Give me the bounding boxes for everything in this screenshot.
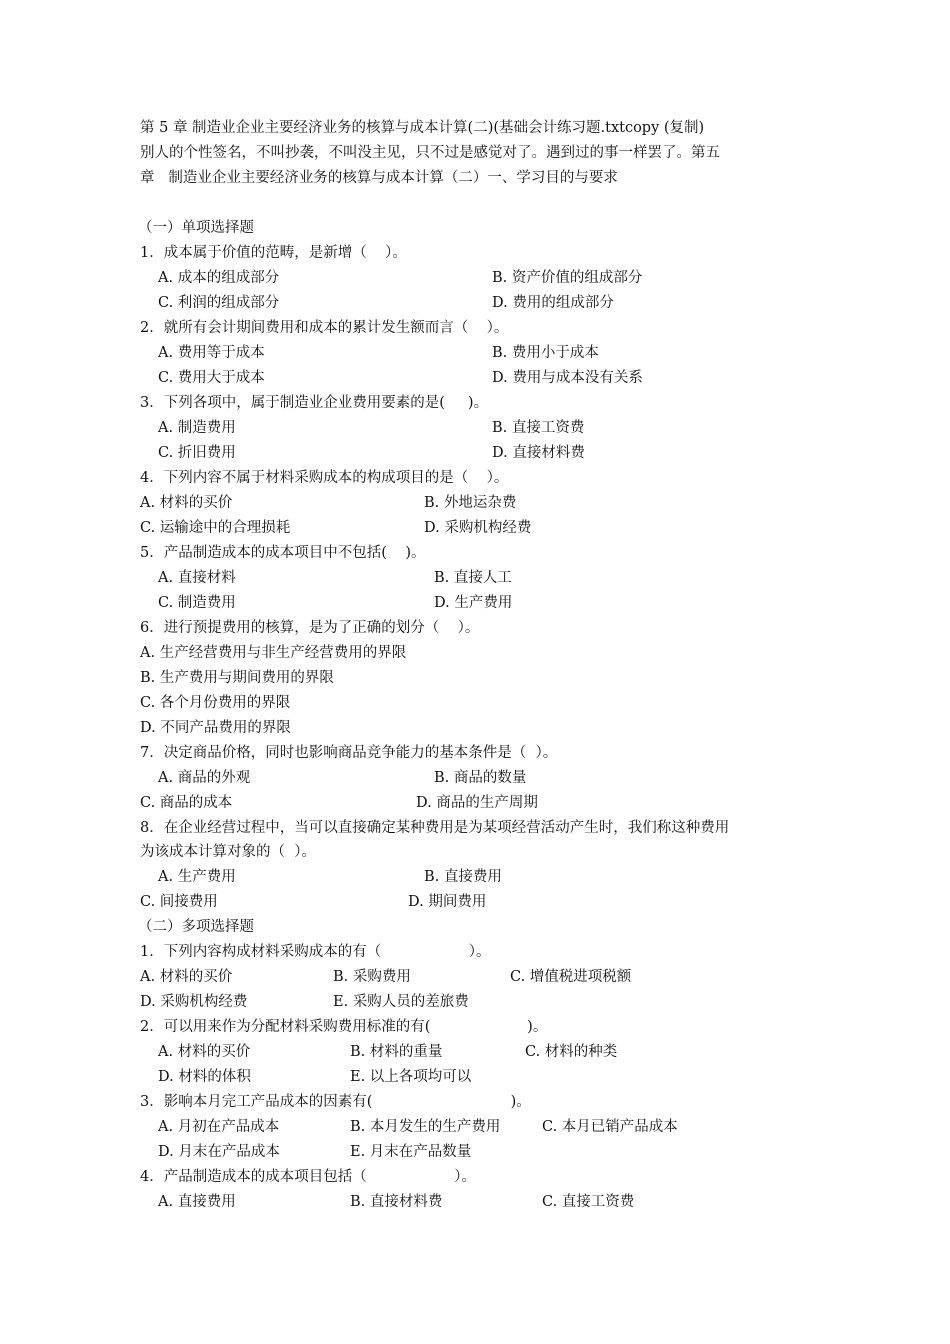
option-e: E. 采购人员的差旅费 (333, 994, 469, 1010)
question-stem: 8．在企业经营过程中，当可以直接确定某种费用是为某项经营活动产生时，我们称这种费用 (140, 820, 730, 836)
question-stem: 1．下列内容构成材料采购成本的有（ ）。 (140, 944, 491, 960)
option-a: A. 生产经营费用与非生产经营费用的界限 (140, 645, 407, 661)
option-d: D. 期间费用 (408, 894, 487, 910)
section-single-choice-title: （一）单项选择题 (138, 220, 254, 236)
option-a: A. 月初在产品成本 (158, 1119, 280, 1135)
option-c: C. 运输途中的合理损耗 (140, 520, 291, 536)
option-c: C. 制造费用 (158, 595, 236, 611)
question-stem: 2．可以用来作为分配材料采购费用标准的有( )。 (140, 1019, 548, 1035)
option-d: D. 商品的生产周期 (416, 795, 538, 811)
option-c: C. 各个月份费用的界限 (140, 695, 291, 711)
question-stem: 7．决定商品价格，同时也影响商品竞争能力的基本条件是（ ）。 (140, 745, 558, 761)
option-d: D. 直接材料费 (492, 445, 585, 461)
option-a: A. 费用等于成本 (158, 345, 265, 361)
option-a: A. 生产费用 (158, 869, 236, 885)
section-multiple-choice-title: （二）多项选择题 (138, 919, 254, 935)
option-b: B. 本月发生的生产费用 (350, 1119, 501, 1135)
question-stem: 5．产品制造成本的成本项目中不包括( )。 (140, 545, 426, 561)
option-a: A. 制造费用 (158, 420, 236, 436)
option-a: A. 商品的外观 (158, 770, 251, 786)
option-c: C. 商品的成本 (140, 795, 233, 811)
doc-title-line-3: 章 制造业企业主要经济业务的核算与成本计算（二）一、学习目的与要求 (140, 170, 618, 186)
option-b: B. 直接工资费 (492, 420, 585, 436)
option-d: D. 月末在产品成本 (158, 1144, 280, 1160)
option-b: B. 直接费用 (424, 869, 502, 885)
option-b: B. 费用小于成本 (492, 345, 599, 361)
question-stem: 3．影响本月完工产品成本的因素有( )。 (140, 1094, 531, 1110)
option-d: D. 费用与成本没有关系 (492, 370, 643, 386)
question-stem: 2．就所有会计期间费用和成本的累计发生额而言（ ）。 (140, 320, 509, 336)
option-b: B. 外地运杂费 (424, 495, 517, 511)
option-b: B. 直接材料费 (350, 1194, 443, 1210)
option-e: E. 以上各项均可以 (350, 1069, 472, 1085)
option-b: B. 资产价值的组成部分 (492, 270, 643, 286)
question-stem-continued: 为该成本计算对象的（ ）。 (140, 844, 316, 860)
option-e: E. 月末在产品数量 (350, 1144, 472, 1160)
option-c: C. 材料的种类 (525, 1044, 618, 1060)
option-c: C. 直接工资费 (542, 1194, 635, 1210)
option-b: B. 采购费用 (333, 969, 411, 985)
doc-title-line-2: 别人的个性签名，不叫抄袭，不叫没主见，只不过是感觉对了。遇到过的事一样罢了。第五 (140, 145, 720, 161)
option-a: A. 直接费用 (158, 1194, 236, 1210)
option-b: B. 材料的重量 (350, 1044, 443, 1060)
option-c: C. 折旧费用 (158, 445, 236, 461)
option-d: D. 不同产品费用的界限 (140, 720, 291, 736)
option-c: C. 本月已销产品成本 (542, 1119, 678, 1135)
option-d: D. 采购机构经费 (140, 994, 248, 1010)
option-b: B. 生产费用与期间费用的界限 (140, 670, 334, 686)
option-d: D. 材料的体积 (158, 1069, 251, 1085)
question-stem: 6．进行预提费用的核算，是为了正确的划分（ ）。 (140, 620, 480, 636)
option-c: C. 间接费用 (140, 894, 218, 910)
option-a: A. 材料的买价 (140, 969, 233, 985)
option-c: C. 增值税进项税额 (510, 969, 632, 985)
option-d: D. 生产费用 (434, 595, 513, 611)
option-d: D. 采购机构经费 (424, 520, 532, 536)
option-a: A. 材料的买价 (158, 1044, 251, 1060)
option-a: A. 材料的买价 (140, 495, 233, 511)
option-b: B. 商品的数量 (434, 770, 527, 786)
question-stem: 4．下列内容不属于材料采购成本的构成项目的是（ ）。 (140, 470, 509, 486)
option-b: B. 直接人工 (434, 570, 512, 586)
question-stem: 4．产品制造成本的成本项目包括（ ）。 (140, 1169, 477, 1185)
option-c: C. 费用大于成本 (158, 370, 265, 386)
option-a: A. 直接材料 (158, 570, 236, 586)
question-stem: 3．下列各项中，属于制造业企业费用要素的是( )。 (140, 395, 489, 411)
question-stem: 1．成本属于价值的范畴，是新增（ ）。 (140, 245, 407, 261)
option-a: A. 成本的组成部分 (158, 270, 280, 286)
option-c: C. 利润的组成部分 (158, 295, 280, 311)
doc-title-line-1: 第 5 章 制造业企业主要经济业务的核算与成本计算(二)(基础会计练习题.txtcopy (复制) (140, 120, 705, 136)
option-d: D. 费用的组成部分 (492, 295, 614, 311)
